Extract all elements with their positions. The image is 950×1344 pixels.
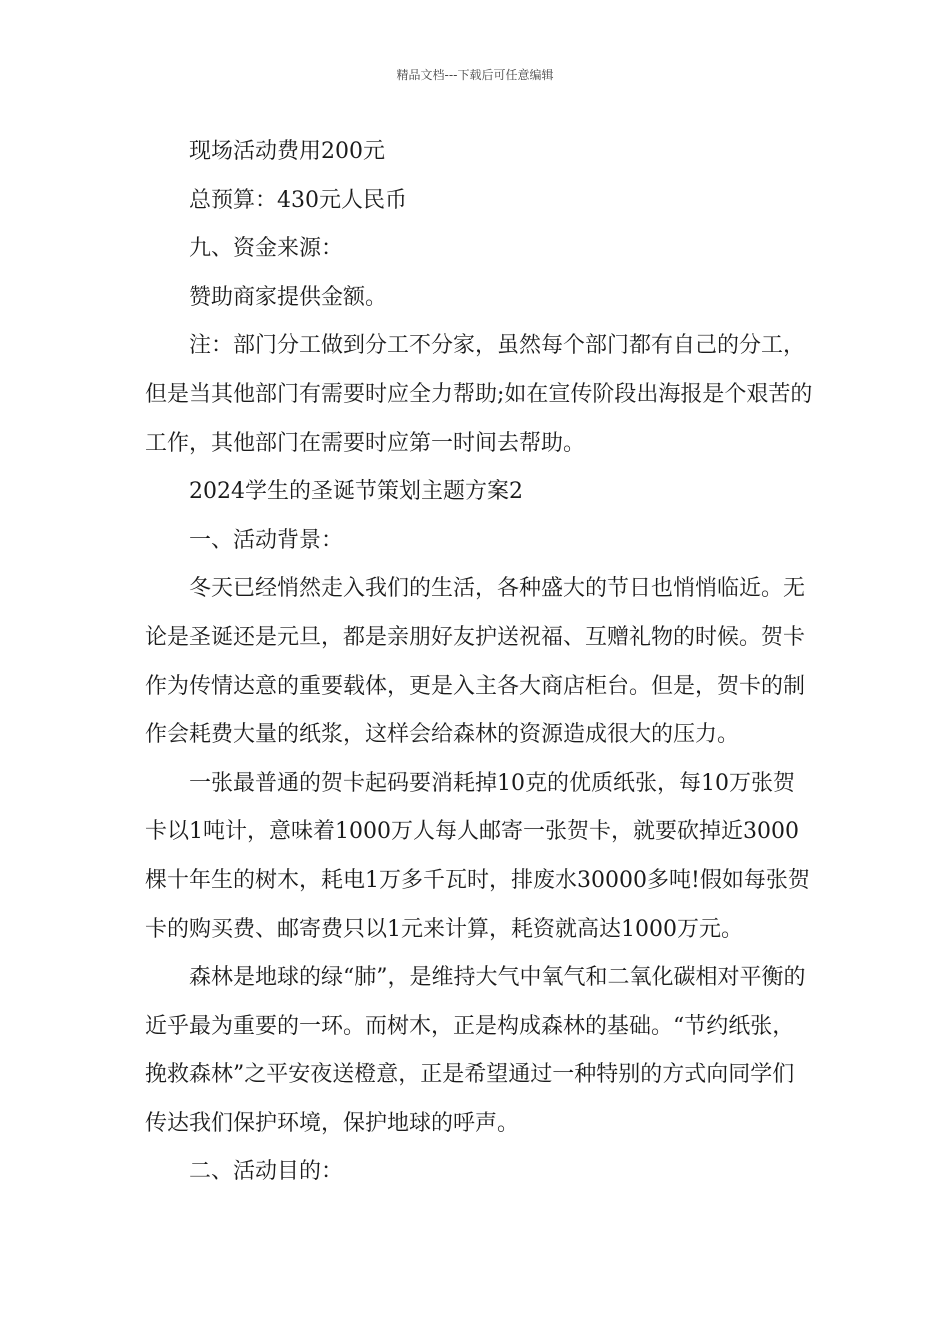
paragraph-background-2: 一张最普通的贺卡起码要消耗掉10克的优质纸张，每10万张贺卡以1吨计，意味着1000万人每人邮寄一张贺卡，就要砍掉近3000棵十年生的树木，耗电1万多千瓦时，排废水30000多吨!假如每张贺卡的购买费、邮寄费只以1元来计算，耗资就高达1000万元。 bbox=[145, 770, 810, 942]
heading-background: 一、活动背景： bbox=[189, 527, 344, 553]
paragraph-sponsor: 赞助商家提供金额。 bbox=[189, 284, 388, 310]
paragraph-background-1: 冬天已经悄然走入我们的生活，各种盛大的节日也悄悄临近。无论是圣诞还是元旦，都是亲朋好友护送祝福、互赠礼物的时候。贺卡作为传情达意的重要载体，更是入主各大商店柜台。但是，贺卡的制作会耗费大量的纸浆，这样会给森林的资源造成很大的压力。 bbox=[145, 576, 806, 748]
heading-funding-source: 九、资金来源： bbox=[189, 236, 344, 262]
paragraph-onsite-cost: 现场活动费用200元 bbox=[189, 139, 385, 164]
paragraph-total-budget: 总预算：430元人民币 bbox=[189, 187, 407, 213]
paragraph-note: 注：部门分工做到分工不分家，虽然每个部门都有自己的分工，但是当其他部门有需要时应全力帮助;如在宣传阶段出海报是个艰苦的工作，其他部门在需要时应第一时间去帮助。 bbox=[145, 333, 813, 456]
page-header: 精品文档---下载后可任意编辑 bbox=[396, 68, 554, 82]
heading-plan-2: 2024学生的圣诞节策划主题方案2 bbox=[189, 479, 523, 505]
paragraph-background-3: 森林是地球的绿“肺”，是维持大气中氧气和二氧化碳相对平衡的近乎最为重要的一环。而树木，正是构成森林的基础。“节约纸张，挽救森林”之平安夜送橙意，正是希望通过一种特别的方式向同学们传达我们保护环境，保护地球的呼声。 bbox=[145, 965, 806, 1136]
heading-purpose: 二、活动目的： bbox=[189, 1159, 344, 1185]
document-body bbox=[145, 128, 815, 1197]
